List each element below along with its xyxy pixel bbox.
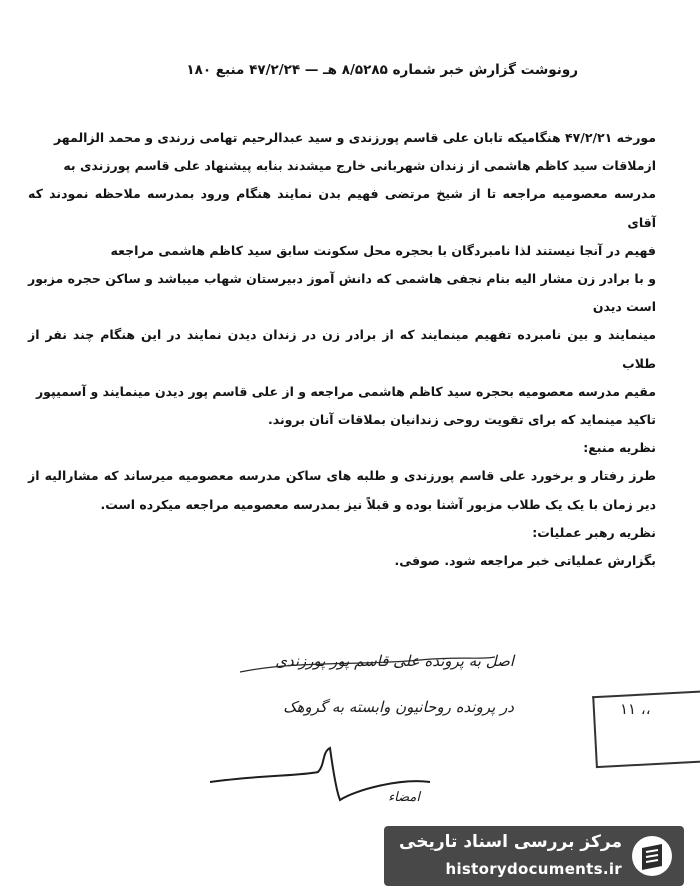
watermark-persian-text: مرکز بررسی اسناد تاریخی (399, 832, 622, 852)
handwritten-note-line-1: اصل به پرونده علی قاسم پور پورزندی (275, 652, 514, 670)
paragraph-line: مقیم مدرسه معصومیه بحجره سید کاظم هاشمی مراجعه و از علی قاسم پور دیدن مینمایند و آسمیپور (35, 383, 656, 399)
document-header: رونوشت گزارش خبر شماره ۸/۵۲۸۵ هـ — ۴۷/۲/۲۴ منبع ۱۸۰ (186, 62, 578, 78)
watermark-banner (384, 826, 684, 886)
paragraph-line: ازملاقات سید کاظم هاشمی از زندان شهربانی خارج میشدند بنابه پیشنهاد علی قاسم پورزندی به (63, 158, 656, 174)
paragraph-line: مورخه ۴۷/۲/۲۱ هنگامیکه تابان علی قاسم پورزندی و سید عبدالرحیم تهامی زرندی و محمد الزالمهر (54, 130, 656, 145)
handwritten-note-line-2: در پرونده روحانیون وابسته به گروهک (283, 698, 514, 716)
paragraph-line: فهیم در آنجا نیستند لذا نامبردگان با بحجره محل سکونت سابق سید کاظم هاشمی مراجعه (110, 242, 656, 258)
opinion-heading: نظریه منبع: (583, 440, 656, 456)
paragraph-line: و با برادر زن مشار الیه بنام نجفی هاشمی که دانش آموز دبیرستان شهاب میباشد و ساکن حجره مزبور است دیدن (28, 271, 656, 315)
station-heading: نظریه رهبر عملیات: (532, 524, 656, 540)
signature-label: امضاء (388, 790, 420, 805)
opinion-text: طرز رفتار و برخورد علی قاسم پورزندی و طلبه های ساکن مدرسه معصومیه میرساند که مشارالیه از دیر زمان با یک یک طلاب مزبور آشنا بوده و قبلاً نیز بمدرسه معصومیه مراجعه میکرده است. (28, 468, 656, 512)
stamp-marks: ۱۱ ،، (620, 700, 651, 718)
watermark-url: historydocuments.ir (445, 860, 622, 878)
archive-logo-icon (628, 832, 676, 880)
document-body (28, 124, 656, 575)
conclusion-text: بگزارش عملیاتی خبر مراجعه شود. صوفی. (394, 553, 656, 569)
paragraph-line: تاکید مینماید که برای تقویت روحی زندانیان بملاقات آنان بروند. (267, 412, 656, 428)
paragraph-line: مینمایند و بین نامبرده تفهیم مینمایند که از برادر زن در زندان دیدن نمایند در این هنگام چند نفر از طلاب (28, 327, 656, 371)
paragraph-line: مدرسه معصومیه مراجعه تا از شیخ مرتضی فهیم بدن نمایند هنگام ورود بمدرسه ملاحظه نمودند که آقای (28, 186, 656, 230)
